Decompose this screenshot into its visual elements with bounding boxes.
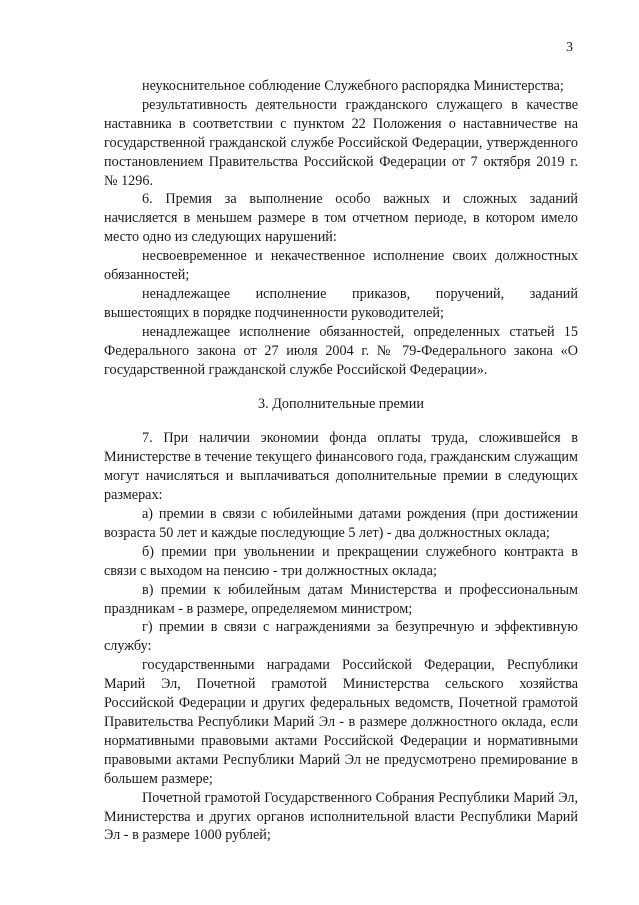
list-item: ненадлежащее исполнение обязанностей, определенных статьей 15 Федерального закона от 27 июля 2004 г. № 79-Федерального закона «О государственной гражданской службе Российской Федерации». <box>104 323 578 378</box>
section-heading: 3. Дополнительные премии <box>258 395 424 412</box>
numbered-paragraph: 7. При наличии экономии фонда оплаты труда, сложившейся в Министерстве в течение текущего финансового года, гражданским служащим могут начисляться и выплачиваться дополнительные премии в следующих размерах: <box>104 430 578 504</box>
list-item: Почетной грамотой Государственного Собрания Республики Марий Эл, Министерства и других органов исполнительной власти Республики Марий Эл - в размере 1000 рублей; <box>104 789 578 844</box>
list-item: а) премии в связи с юбилейными датами рождения (при достижении возраста 50 лет и каждые последующие 5 лет) - два должностных оклада; <box>104 506 578 541</box>
list-item: несвоевременное и некачественное исполнение своих должностных обязанностей; <box>104 248 578 284</box>
list-item: г) премии в связи с награждениями за безупречную и эффективную службу: <box>104 619 578 655</box>
list-item: результативность деятельности гражданского служащего в качестве наставника в соответствии с пунктом 22 Положения о наставничестве на государственной гражданской службе Российской Федерации, утвержденного постановлением Правительства Российской Федерации от 7 октября 2019 г. № 1296. <box>104 96 578 189</box>
numbered-paragraph: 6. Премия за выполнение особо важных и сложных заданий начисляется в меньшем размере в том отчетном периоде, в котором имело место одно из следующих нарушений: <box>104 191 578 246</box>
list-item: в) премии к юбилейным датам Министерства и профессиональным праздникам - в размере, определяемом министром; <box>104 581 578 617</box>
list-item: государственными наградами Российской Федерации, Республики Марий Эл, Почетной грамотой Министерства сельского хозяйства Российской Федерации и других федеральных ведомств, Почетной грамотой Правительства Республики Марий Эл - в размере должностного оклада, если нормативными правовыми актами Российской Федерации и нормативными правовыми актами Республики Марий Эл не предусмотрено премирование в большем размере; <box>104 657 578 787</box>
list-item: ненадлежащее исполнение приказов, поручений, заданий вышестоящих в порядке подчиненности руководителей; <box>104 285 578 321</box>
list-item: неукоснительное соблюдение Служебного распорядка Министерства; <box>142 78 564 94</box>
list-item: б) премии при увольнении и прекращении служебного контракта в связи с выходом на пенсию - три должностных оклада; <box>104 543 578 579</box>
document-body <box>104 77 578 845</box>
page-number: 3 <box>566 40 573 55</box>
